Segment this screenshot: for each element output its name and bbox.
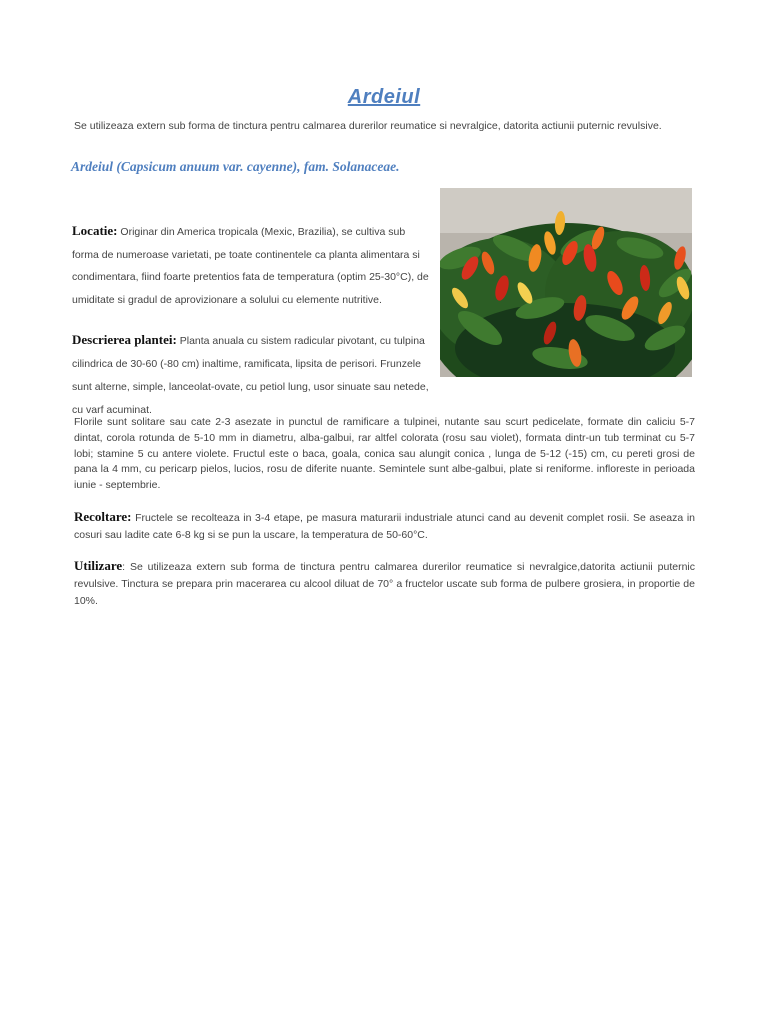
harvest-heading: Recoltare: [74, 509, 132, 524]
location-text: Originar din America tropicala (Mexic, Brazilia), se cultiva sub forma de numeroase varietati, pe toate continentele ca planta alimentara si condimentara, fiind foarte pretentios fata de temperatura (optim 25-30°C), de umiditate si gradul de aprovizionare a solului cu elemente nutritive. [72, 226, 429, 306]
usage-heading: Utilizare [74, 558, 123, 573]
document-title: Ardeiul [347, 86, 421, 108]
intro-paragraph: Se utilizeaza extern sub forma de tinctura pentru calmarea durerilor reumatice si nevralgice, datorita actiunii puternic revulsive. [74, 120, 662, 132]
harvest-text: Fructele se recolteaza in 3-4 etape, pe masura maturarii industriale atunci cand au devenit complet rosii. Se aseaza in cosuri sau ladite cate 6-8 kg si se pun la uscare, la temperatura de 50-60°C. [74, 512, 695, 541]
latin-name: Ardeiul (Capsicum anuum var. cayenne), fam. Solanaceae. [71, 159, 400, 174]
usage-text: : Se utilizeaza extern sub forma de tinctura pentru calmarea durerilor reumatice si nevralgice,datorita actiunii puternic revulsive. Tinctura se prepara prin macerarea cu alcool diluat de 70° a fructelor uscate sub forma de pulbere grosiera, in proportie de 10%. [74, 561, 695, 607]
flowers-paragraph: Florile sunt solitare sau cate 2-3 asezate in punctul de ramificare a tulpinei, nutante sau scurt pedicelate, formate din caliciu 5-7 dintat, corola rotunda de 5-10 mm in diametru, alba-galbui, rar altfel colorata (rosu sau violet), formata dintr-un tub terminat cu 5-7 lobi; stamine 5 cu antere violete. Fructul este o baca, goala, conica sau alungit conica , lunga de 5-12 (-15) cm, cu pereti grosi de pana la 4 mm, cu pericarp pielos, lucios, rosu de diferite nuante. Semintele sunt albe-galbui, plate si reniforme. infloreste in perioada iunie - septembrie. [74, 416, 695, 492]
pepper-plant-photo [440, 188, 692, 377]
description-heading: Descrierea plantei: [72, 332, 177, 347]
location-paragraph [72, 220, 434, 311]
location-heading: Locatie: [72, 223, 118, 238]
description-text: Planta anuala cu sistem radicular pivotant, cu tulpina cilindrica de 30-60 (-80 cm) inaltime, ramificata, lipsita de perisori. Frunzele sunt alterne, simple, lanceolat-ovate, cu petiol lung, usor sinuate sau netede, cu varf acuminat. [72, 335, 429, 416]
description-paragraph [72, 328, 434, 422]
usage-paragraph [74, 557, 695, 610]
harvest-paragraph [74, 508, 695, 544]
